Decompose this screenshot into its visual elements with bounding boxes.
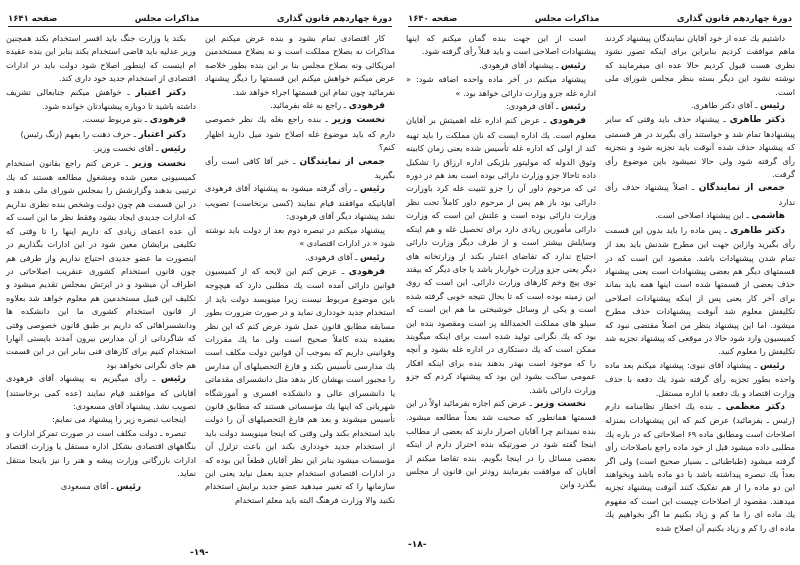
paragraph (6, 128, 196, 142)
paragraph (6, 413, 196, 426)
speaker-name: رئیس (161, 144, 186, 155)
paragraph (6, 157, 196, 373)
speaker-name: رئیس (360, 184, 385, 195)
text-column (6, 32, 196, 552)
paragraph (605, 181, 795, 209)
paragraph-text: پیشنهاد میکنم در آخر ماده واحده اضافه شود: « اداره غله جزو وزارت دارائی خواهد بود. » (406, 74, 596, 98)
paragraph (205, 155, 395, 183)
paragraph-text: ـ بنده یك اخطار نظامنامه دارم (رئیس ـ بفرمائید) عرض کنم که این پیشنهادات بمنزله اصلاحات است ومطابق ماده ۶۹ اصلاحاتی که در باره یك مطلبی داده میشود قبل از خود ماده راجع باصلاحات رأی گرفته میشود (طباطبائی ـ بسیار صحیح است) ولی اگر بعداً یك تبصره پیداشته باشد یا دو ماده باشد وبخواهند این دو ماده را از هم تفکیک کنند آنوقت پیشنهاد تجزیه میدهند. مقصود از اصلاحات چیست این است که مفهوم یك ماده ای را ما کم و زیاد بکنیم ما اگر بخواهیم یك ماده ای را کم و زیاد بکنیم آن اصلاح شده (605, 400, 795, 533)
paragraph (6, 427, 196, 481)
speaker-name: دکتر طاهری (729, 115, 786, 126)
paragraph-text: پیشنهاد میکنم در تبصره دوم بعد از دولت باید نوشته شود « در ادارات اقتصادی » (205, 224, 395, 249)
speaker-name: فرهودی (149, 115, 186, 126)
paragraph-text: ـ پس ماده را باید بدون این قسمت رأی بگیرید وازاین جهت این مطرح شدنش باید بعد از تمام شدن پیشنهادات باشد. مقصود این است که در قسمتهای دیگر هم بعضی پیشنهادات است یعنی پیشنهاد حذف بعضی از قسمتها شده است اینها همه باید بماند برای آخر کار یعنی پس از اینکه پیشنهادات اصلاحی تکلیفش معلوم شد آنوقت پیشنهادات حذف مطرح میشود. اما این پیشنهاد بنظر من اصلاً مقتضی نبود که کمیسیون وارد شود حالا در موقعی که پیشنهاد تجزیه شد تکلیفش را معلوم کنید. (605, 224, 795, 357)
paragraph-text: تبصره ـ دولت مکلف است در صورت تمرکز ادارات و بنگاههای اقتصادی بشکل اداره مستقل یا وزارت اقتصاد ادارات بازرگانی وزارت پیشه و هنر را نیز باینجا منتقل نماید. (6, 427, 196, 478)
paragraph-text: بکند یا وزارت جنگ باید افسر استخدام بکند همچنین وزیر عدلیه باید قاضی استخدام بکند بنابر این بنده عقیده ام اینست که اینطور اصلاح شود دولت باید در ادارات اقتصادی از استخدام جدید خود داری کند. (6, 33, 196, 84)
text-column (205, 32, 395, 552)
paragraph-text: اینجانب تبصره زیر را پیشنهاد می نمایم: (51, 414, 186, 425)
header-page-number: صفحه ۱۶۴۰ (408, 14, 458, 24)
paragraph (406, 114, 596, 397)
speaker-name: جمعی از نمایندگان (698, 183, 786, 194)
paragraph-text: ـ عرض کنم اداره غله اهمیتش بر آقایان معلوم است. یك اداره ایست که نان مملکت را باید تهیه کند از اولی که اداره غله تأسیس شده یعنی زمان کابینه وثوق الدوله که مولیتور بلژیکی اداره ارزاق را تشکیل داده تاحالا جزو وزارت دارائی بوده است بعد هم در دوره ئی که مرحوم داور آن را جزو تثبیت غله کرد باوزارت دارائی بود باز هم پس از مرحوم داور کاملاً تحت نظر وزارت دارائی بوده است و علتش این است که وزارت دارائی مأمورین زیادی دارد برای تحصیل غله و هم اینکه وسایلش بیشتر است و از طرف دیگر وزارت دارائی احتیاج ندارد که تقاضای اعتبار بکند از وزارتخانه های دیگر یعنی جزو وزارت خواربار باشد یا جای دیگر که بیفتد توی پیچ وخم کارهای وزارت دارائی. این است که روی این زمینه بوده است که تا بحال نتیجه خوبی گرفته شده است و یکی از وسائل خوشبختی ما هم این است که سیلو های مملکت الحمدالله پر است ومقصود بنده این بود که یك نگرانی تولید شده است برای اینکه میگویند ممکن است که یك دستکاری در اداره غله بشود و آنچه را که موجود است بهدر بدهند بنده برای اینکه افکار عمومی ساکت بشود این بود که پیشنهاد کردم که جزو وزارت دارائی باشد. (406, 115, 596, 395)
speaker-name: هاشمی (751, 211, 785, 222)
paragraph-text: ـ عرض کنم اجازه بفرمائید اولاً در این قسمتها همانطور که صحبت شد بعداً مطالعه میشود. بنده نمیدانم چرا آقایان اصرار دارند که بعضی از مطالب اینجا گفته شود در صورتیکه بنده احتراز دارم از اینکه بعضی مسائل را در اینجا بگویم. بنده تقاضا میکنم از آقایان که موافقت بفرمایند زودتر این قانون از مجلس بگذرد واین (406, 397, 596, 490)
paragraph (6, 32, 196, 86)
header-page-number: صفحه ۱۶۴۱ (8, 14, 58, 24)
header-title: مذاکرات مجلس (534, 14, 600, 24)
paragraph-text: ـ آقای نخست وزیر. (92, 143, 162, 154)
paragraph (205, 251, 395, 265)
speaker-name: جمعی از نمایندگان (299, 156, 385, 167)
paragraph (205, 99, 395, 113)
speaker-name: رئیس (561, 102, 586, 113)
paragraph (6, 86, 196, 114)
header-session: دورهٔ چهاردهم قانون گذاری (276, 14, 392, 24)
paragraph-text: ـ بتو مربوط نیست. (82, 114, 150, 125)
paragraph-text: است از این جهت بنده گمان میکنم که اینها پیشنهادات اصلاحی است و باید قبلاً رأی گرفته شود. (406, 33, 596, 57)
speaker-name: رئیس (360, 252, 385, 263)
paragraph-text: ـ عرض کنم راجع بقانون استخدام کمیسیونی معین شده ومشغول مطالعه هستند که یك ترتیبی بدهند وگزارشش را بمجلس شورای ملی بدهند و در این قسمت هم چون دولت وشخص بنده نظری نداریم که ادارات جدیدی ایجاد بشود وفقط نظر ما این است که آن عده اعضای زیادی که داریم اینها را تا وقتی که تکلیفی برایشان معین شود در این ادارات بگذاریم در اینصورت ما عضو جدیدی احتیاج نداریم واز طرفی هم چون قانون استخدام کشوری عنقریب اصلاحاتی در اطراف آن میشود و در ایرتش بمجلس تقدیم میشود و تکلیف این قبیل مستخدمین هم معلوم خواهد شد بعلاوه از قانون استخدام کشوری ما این دانشکده ها ودانشسراهائی که داریم بر طبق قانون خصوصی وقتی که شاگردانی از آن مدارس بیرون آمدند بایستی آنهارا استخدام کنیم برای کارهای فنی بنابر این در این قسمت هم جای نگرانی نخواهد بود (6, 157, 196, 370)
text-column (605, 32, 795, 552)
page-footer-number: -۱۹- (190, 548, 209, 558)
speaker-name: رئیس (561, 60, 586, 71)
paragraph (605, 32, 795, 99)
speaker-name: نخست وزیر (331, 115, 385, 126)
paragraph (406, 59, 596, 73)
paragraph (205, 224, 395, 251)
speaker-name: فرهودی (348, 266, 385, 277)
paragraph (605, 99, 795, 113)
paragraph-text: ـ خواهش میکنم جنابعالی تشریف داشته باشید تا دوباره پیشنهادتان خوانده شود. (6, 86, 196, 112)
paragraph-text: ـ اصلاً پیشنهاد حذف رأی ندارد (605, 182, 795, 207)
paragraph (6, 480, 196, 494)
page-header (408, 8, 792, 27)
page-header (8, 8, 392, 27)
paragraph-text: ـ آقای دکتر طاهری. (690, 100, 761, 111)
paragraph-text: ـ رأی میگیریم به پیشنهاد آقای فرهودی آقایانی که موافقند قیام نمایند (عده کمی برخاستند) تصویب نشد. پیشنهاد آقای مسعودی: (6, 373, 196, 411)
header-title: مذاکرات مجلس (134, 14, 200, 24)
paragraph (605, 113, 795, 181)
speaker-name: دکتر اعتبار (135, 87, 186, 98)
paragraph (205, 113, 395, 154)
paragraph (6, 372, 196, 413)
paragraph-text: ـ پیشنهاد حذف باید وقتی که سایر پیشنهادها تمام شد و خواستند رأی بگیرند در هر قسمتی که پیشنهاد حذف شده آنوقت باید تجزیه شود و بتجزیه رأی گرفته شود ولی حالا نمیشود باین موضوع رأی گرفت. (605, 114, 795, 180)
header-session: دورهٔ چهاردهم قانون گذاری (676, 14, 792, 24)
paragraph-text: ـ پیشنهاد آقای نبوی: پیشنهاد میکنم بعد ماده واحده بطور تجزیه رأی گرفته شود یك دفعه با حذف وزارت اقتصاد و یك دفعه با اداره مستقل. (605, 359, 795, 398)
paragraph (605, 224, 795, 359)
paragraph-text: داشتیم یك عده از خود آقایان نمایندگان پیشنهاد کردند ماهم موافقت کردیم بنابراین برای اینکه تصور نشود نظری هست قبول کردیم حالا عده ای میفرمایند که نوشته نشود این دیگر بسته بنظر مجلس شورای ملی است. (605, 33, 795, 97)
paragraph (205, 265, 395, 507)
paragraph (605, 209, 795, 223)
paragraph (406, 100, 596, 114)
speaker-name: رئیس (116, 482, 142, 493)
text-column (406, 32, 596, 552)
speaker-name: نخست وزیر (132, 158, 186, 169)
paragraph (406, 73, 596, 100)
paragraph-text: ـ آقای فرهودی. (305, 251, 361, 262)
paragraph-text: ـ عرض کنم این لایحه که از کمیسیون قوانین دارائی آمده است یك مطلبی دارد که هیچوجه باین موضوع مربوط نیست زیرا مینویسد دولت باید از استخدام جدید خودداری نماید و در صورت ضرورت بطور مسابقه مطابق قانون عمل شود عرض کنم که این نظر بعقیده بنده کاملاً صحیح است ولی ما یك مقررات وقوانینی داریم که بموجب آن قوانین دولت مکلف است یك مدارسی تأسیس بکند و فارغ التحصیلهای آن مدارس را مجبور است بهشان کار بدهد مثل دانشسرای مقدماتی یا دانشسرای عالی و دانشکده افسری و آموزشگاه شهربانی که اینها یك مؤسساتی هستند که مطابق قانون تأسیس میشوند و بعد هم فارغ التحصیلهای آن را دولت باید استخدام بکند ولی وقتی که اینجا مینویسد دولت باید از استخدام جدید خودداری بکند این باعث تزلزل آن مؤسسات میشود بنابر این نظر آقایان قطعاً این بوده که در ادارات اقتصادی استخدام جدید بعمل نیاید یعنی این سازمانها را که تغییر میدهید عضو جدید برایش استخدام نکنید والا وزارت فرهنگ البته باید معلم استخدام (205, 265, 395, 505)
paragraph-text: ـ آقای فرهودی: (505, 101, 562, 112)
speaker-name: نخست وزیر (534, 398, 586, 409)
page-1640 (400, 0, 800, 565)
paragraph (605, 359, 795, 400)
paragraph-text: ـ راجع به غله بفرمائید. (270, 100, 349, 111)
speaker-name: فرهودی (549, 116, 586, 127)
paragraph (205, 182, 395, 223)
speaker-name: دکتر اعتبار (138, 129, 186, 140)
paragraph (605, 400, 795, 535)
speaker-name: رئیس (760, 360, 785, 371)
speaker-name: فرهودی (348, 101, 385, 112)
speaker-name: رئیس (760, 101, 785, 112)
paragraph (6, 113, 196, 127)
paragraph-text: ـ رأی گرفته میشود به پیشنهاد آقای فرهودی آقایانیکه موافقند قیام نمایند (کسی برنخاست) تصویب نشد پیشنهاد دیگر آقای فرهودی: (205, 183, 395, 222)
speaker-name: دکتر معظمی (725, 401, 785, 412)
paragraph (406, 397, 596, 492)
paragraph (406, 32, 596, 59)
speaker-name: دکتر طاهری (730, 225, 785, 236)
paragraph-text: ـ این پیشنهاد اصلاحی است. (654, 210, 752, 221)
paragraph-text: ـ بنده راجع بغله یك نظر خصوصی دارم که باید موضوع غله اصلاح شود میل دارید اظهار کنم؟ (205, 114, 395, 153)
paragraph-text: ـ آقای مسعودی (60, 481, 117, 492)
paragraph-text: کار اقتصادی تمام بشود و بنده عرض میکنم این مذاکرات نه بصلاح مملکت است و نه بصلاح مستخدمین امریکائی ونه بصلاح مجلس بنا بر این بنده بطور خلاصه عرض میکنم خواهش میکنم این قسمتها را دیگر پیشنهاد نفرمائید چون تمام این قسمتها اجراء خواهد شد. (205, 33, 395, 97)
paragraph-text: ـ حرف دهنت را بفهم (زنگ رئیس) (20, 128, 139, 139)
page-footer-number: -۱۸- (408, 540, 427, 550)
speaker-name: رئیس (161, 374, 186, 385)
paragraph-text: ـ خیر آقا کافی است رأی بگیرید (205, 155, 395, 181)
paragraph (205, 32, 395, 99)
paragraph-text: ـ پیشنهاد آقای فرهودی. (479, 59, 562, 70)
paragraph (6, 142, 196, 156)
